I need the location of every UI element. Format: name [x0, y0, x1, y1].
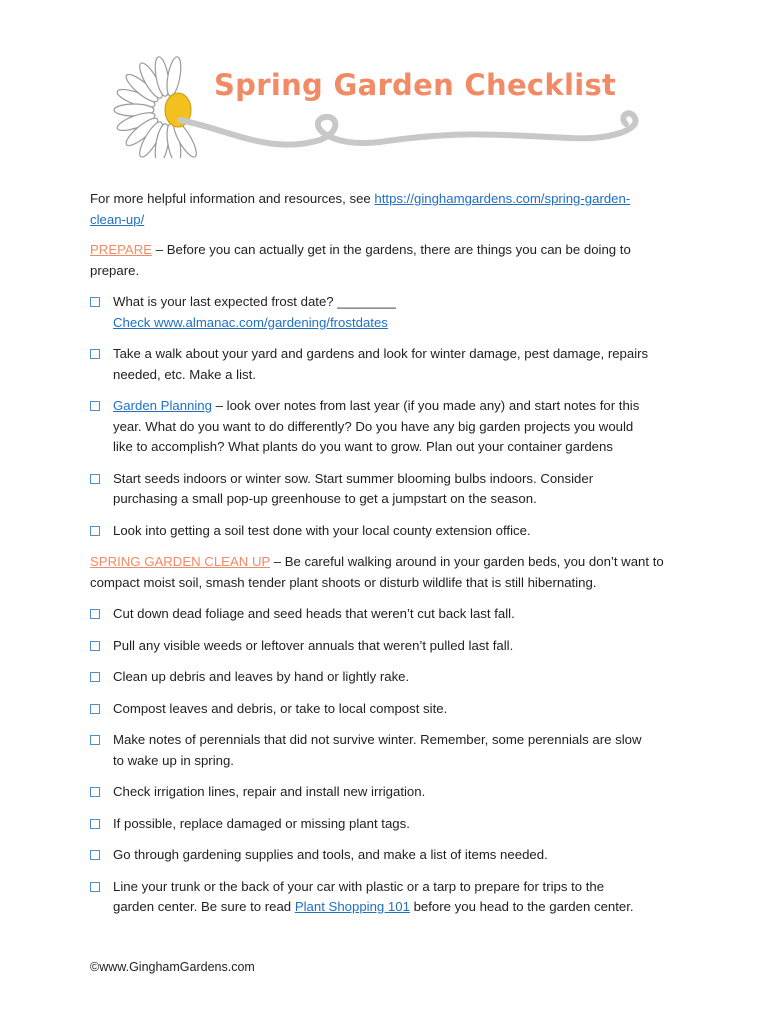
checkbox[interactable] [90, 609, 100, 619]
checkbox[interactable] [90, 704, 100, 714]
prepare-text-line1: – Before you can actually get in the gardens, there are things you can be doing to [152, 242, 631, 257]
prepare-paragraph [90, 240, 690, 281]
checkbox[interactable] [90, 526, 100, 536]
intro-paragraph [90, 189, 690, 230]
footer-copyright: ©www.GinghamGardens.com [90, 960, 255, 974]
checklist-item: Go through gardening supplies and tools, and make a list of items needed. [90, 845, 690, 866]
checkbox[interactable] [90, 819, 100, 829]
swirl-decoration [170, 100, 660, 160]
checkbox[interactable] [90, 787, 100, 797]
intro-link[interactable]: https://ginghamgardens.com/spring-garden- clean-up/ [90, 191, 631, 227]
checkbox[interactable] [90, 882, 100, 892]
page-title: Spring Garden Checklist [214, 68, 617, 102]
checkbox[interactable] [90, 641, 100, 651]
checkbox[interactable] [90, 474, 100, 484]
checklist-item: Clean up debris and leaves by hand or lightly rake. [90, 667, 690, 688]
checklist-item: Make notes of perennials that did not survive winter. Remember, some perennials are slow to wake up in spring. [90, 730, 690, 771]
checklist-item: If possible, replace damaged or missing plant tags. [90, 814, 690, 835]
document-body [90, 189, 690, 929]
checkbox[interactable] [90, 401, 100, 411]
checkbox[interactable] [90, 850, 100, 860]
plant-shopping-link[interactable]: Plant Shopping 101 [294, 899, 410, 914]
checklist-item: Line your trunk or the back of your car with plastic or a tarp to prepare for trips to the garden center. Be sure to read Plant Shopping 101 before you head to the garden center. [90, 877, 690, 918]
checkbox[interactable] [90, 735, 100, 745]
checklist-item: What is your last expected frost date? ________ Check www.almanac.com/gardening/frostdates [90, 292, 690, 333]
frostdates-link[interactable]: Check www.almanac.com/gardening/frostdates [113, 314, 388, 330]
checklist-item: Start seeds indoors or winter sow. Start summer blooming bulbs indoors. Consider purchasing a small pop-up greenhouse to get a jumpstart on the season. [90, 469, 690, 510]
checklist-item: Take a walk about your yard and gardens and look for winter damage, pest damage, repairs needed, etc. Make a list. [90, 344, 690, 385]
checkbox[interactable] [90, 672, 100, 682]
checklist-item: Pull any visible weeds or leftover annuals that weren’t pulled last fall. [90, 636, 690, 657]
checkbox[interactable] [90, 297, 100, 307]
header [0, 0, 768, 170]
garden-planning-link[interactable]: Garden Planning [113, 398, 212, 413]
cleanup-heading: SPRING GARDEN CLEAN UP [90, 554, 271, 569]
prepare-heading: PREPARE [90, 242, 153, 257]
checklist-item: Look into getting a soil test done with your local county extension office. [90, 521, 690, 542]
prepare-text-line2: prepare. [90, 262, 140, 278]
checkbox[interactable] [90, 349, 100, 359]
checklist-item: Garden Planning – look over notes from last year (if you made any) and start notes for this year. What do you want to do differently? Do you have any big garden projects you would like to accomplish? What plants do you want to grow. Plan out your container gardens [90, 396, 690, 458]
intro-text: For more helpful information and resources, see [90, 191, 375, 206]
cleanup-paragraph: SPRING GARDEN CLEAN UP – Be careful walking around in your garden beds, you don’t want to compact moist soil, smash tender plant shoots or disturb wildlife that is still hibernating. [90, 554, 664, 590]
checklist-item: Compost leaves and debris, or take to local compost site. [90, 699, 690, 720]
checklist-item: Check irrigation lines, repair and install new irrigation. [90, 782, 690, 803]
checklist-item: Cut down dead foliage and seed heads that weren’t cut back last fall. [90, 604, 690, 625]
